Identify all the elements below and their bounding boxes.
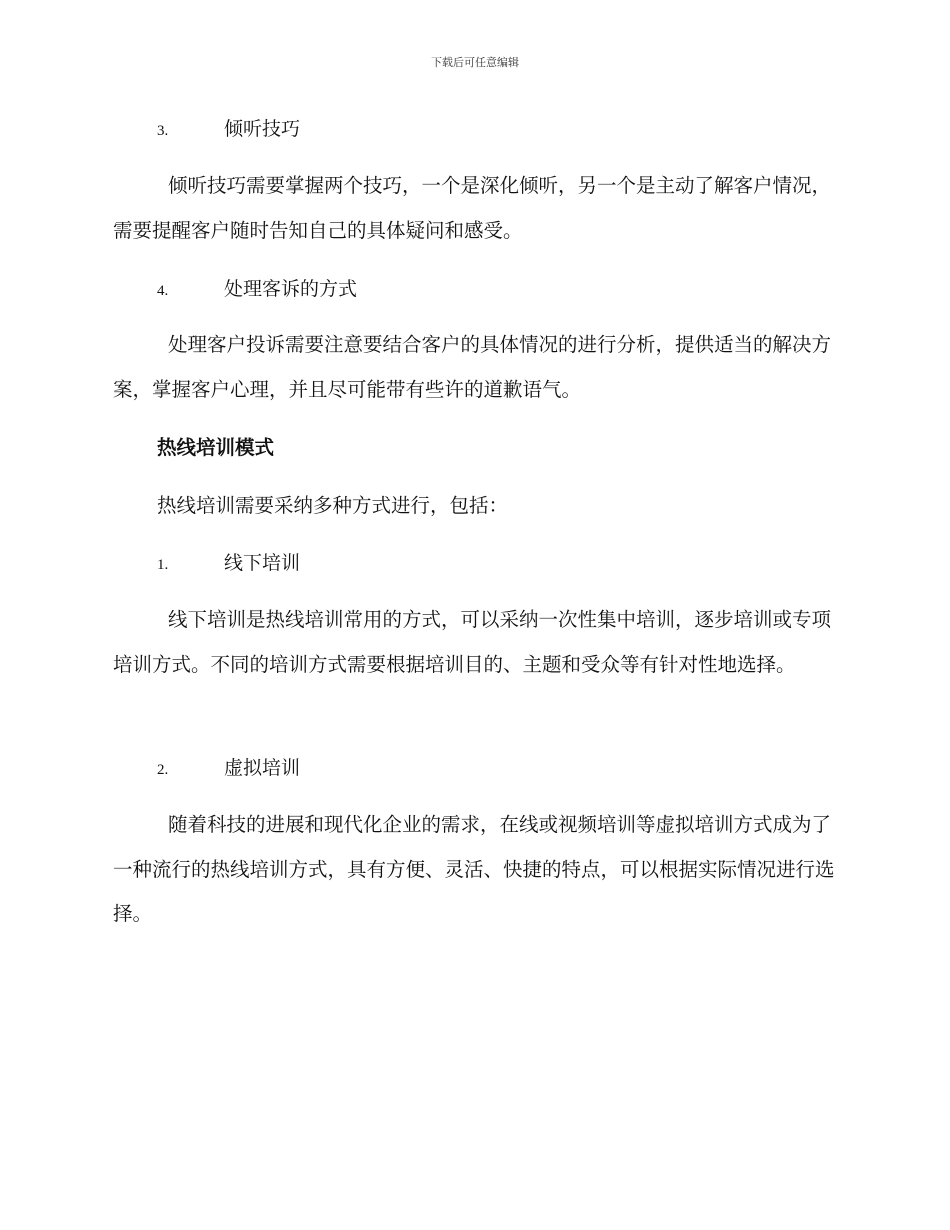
list-item-offline (157, 548, 300, 580)
list-title: 虚拟培训 (224, 757, 301, 779)
paragraph-listening: 倾听技巧需要掌握两个技巧，一个是深化倾听，另一个是主动了解客户情况，需要提醒客户随时告知自己的具体疑问和感受。 (113, 174, 832, 242)
list-title: 线下培训 (224, 552, 301, 574)
list-number: 4. (157, 283, 169, 299)
list-title: 倾听技巧 (224, 118, 301, 140)
section-heading: 热线培训模式 (157, 436, 275, 459)
list-number: 3. (157, 123, 169, 139)
intro-line: 热线培训需要采纳多种方式进行，包括： (157, 494, 509, 517)
list-number: 1. (157, 557, 169, 573)
paragraph-offline: 线下培训是热线培训常用的方式，可以采纳一次性集中培训，逐步培训或专项培训方式。不同的培训方式需要根据培训目的、主题和受众等有针对性地选择。 (113, 608, 832, 676)
list-number: 2. (157, 762, 169, 778)
paragraph-virtual: 随着科技的进展和现代化企业的需求，在线或视频培训等虚拟培训方式成为了一种流行的热线培训方式，具有方便、灵活、快捷的特点，可以根据实际情况进行选择。 (113, 813, 835, 925)
list-item-complaints (157, 274, 357, 306)
list-title: 处理客诉的方式 (224, 278, 358, 300)
list-item-virtual (157, 753, 300, 785)
list-item-listening (157, 114, 300, 146)
header-note: 下载后可任意编辑 (431, 56, 519, 69)
paragraph-complaints: 处理客户投诉需要注意要结合客户的具体情况的进行分析，提供适当的解决方案，掌握客户心理，并且尽可能带有些许的道歉语气。 (113, 333, 832, 401)
